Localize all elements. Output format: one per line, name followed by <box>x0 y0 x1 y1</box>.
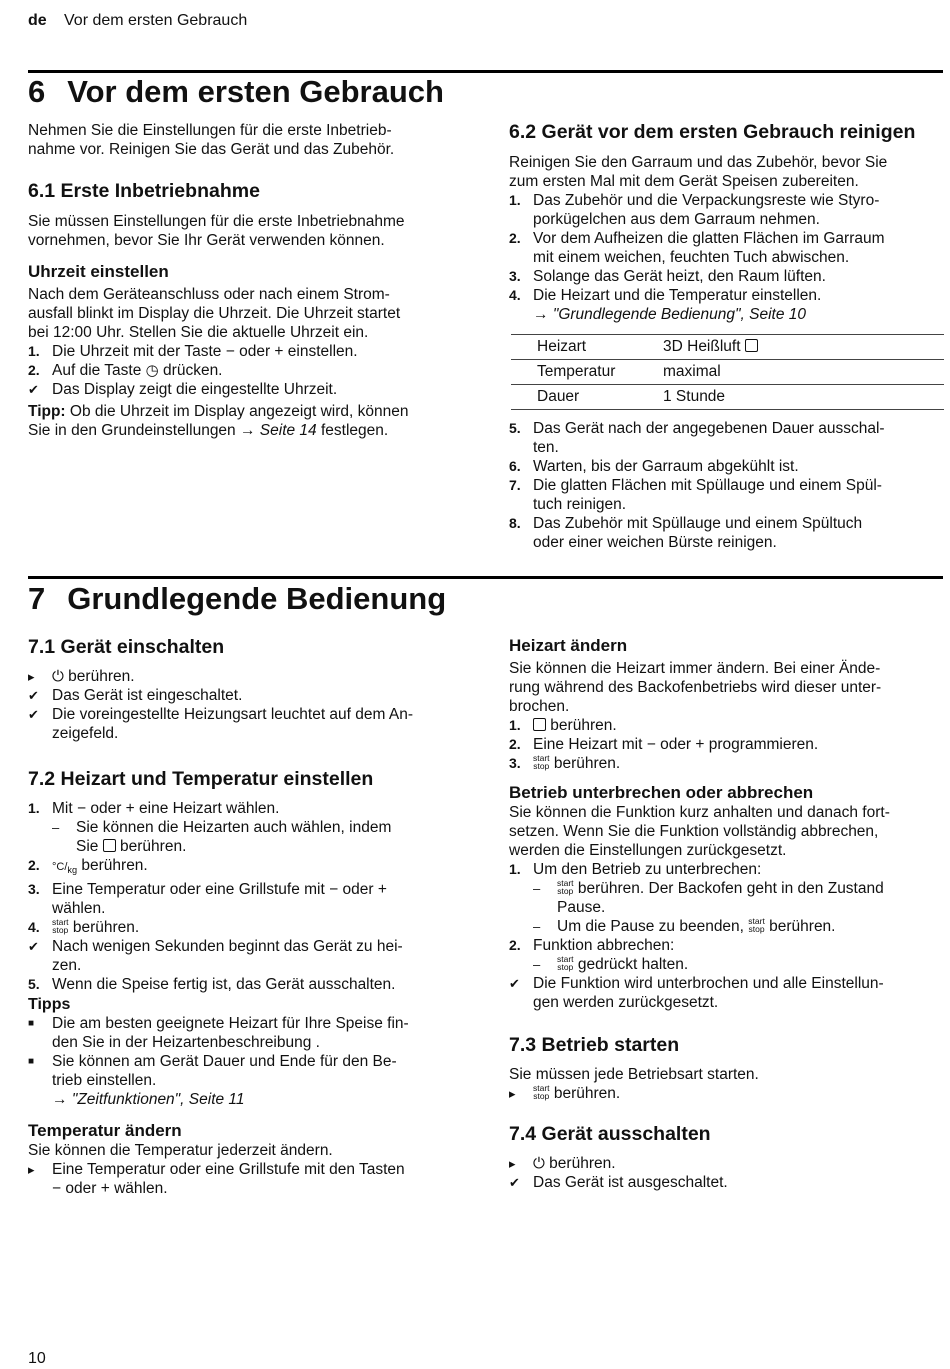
check-icon: ✔ <box>28 939 39 955</box>
step-number: 2. <box>28 362 40 378</box>
intro-line: Nehmen Sie die Einstellungen für die erste Inbetrieb- <box>28 122 392 139</box>
text-line: Reinigen Sie den Garraum und das Zubehör, bevor Sie <box>509 154 888 171</box>
triangle-icon: ▸ <box>28 669 35 684</box>
start-stop-icon: start stop <box>557 953 574 972</box>
table-cell: Temperatur <box>511 360 637 385</box>
clock-text <box>28 285 463 440</box>
step-number: 6. <box>509 458 521 474</box>
tip-label: Tipp: <box>28 403 66 420</box>
bullet-icon: ■ <box>28 1018 35 1030</box>
table-cell: Heizart <box>511 335 637 360</box>
table-cell: 3D Heißluft <box>637 335 944 360</box>
text-line: vornehmen, bevor Sie Ihr Gerät verwenden können. <box>28 232 385 249</box>
tip-item: ■ Die am besten geeignete Heizart für Ihre Speise fin- den Sie in der Heizartenbeschreibung . <box>28 1015 409 1052</box>
step-number: 2. <box>509 736 521 752</box>
step <box>509 476 944 514</box>
step: 1. Mit − oder + eine Heizart wählen. <box>28 800 280 817</box>
cross-reference-link[interactable]: "Zeitfunktionen", Seite 11 <box>71 1091 245 1109</box>
step: 1. Um den Betrieb zu unterbrechen: <box>509 861 762 878</box>
step: 3. Eine Temperatur oder eine Grillstufe mit − oder + wählen. <box>28 881 387 918</box>
result: ✔ Nach wenigen Sekunden beginnt das Gerät zu hei- zen. <box>28 938 403 975</box>
chapter-6-heading <box>28 74 444 110</box>
text-line: Nach dem Geräteanschluss oder nach einem Strom- <box>28 286 390 303</box>
chapter-number: 7 <box>28 581 46 616</box>
step-number: 7. <box>509 477 521 493</box>
page-reference-link[interactable]: Seite 14 <box>259 422 317 439</box>
minus-key-icon: − <box>52 1180 62 1198</box>
sub-step: – Um die Pause zu beenden, start stop berühren. <box>509 917 944 936</box>
section-6-2-title: 6.2 Gerät vor dem ersten Gebrauch reinigen <box>509 121 916 143</box>
cross-reference <box>509 305 944 324</box>
section-7-1-body <box>28 667 463 743</box>
section-6-2-body <box>509 153 944 552</box>
check-icon: ✔ <box>509 1175 520 1190</box>
action: ▸ start stop berühren. <box>509 1082 621 1102</box>
chapter-7-heading <box>28 581 446 617</box>
plus-key-icon: + <box>695 736 705 753</box>
minus-key-icon: − <box>646 736 656 753</box>
step-text: Solange das Gerät heizt, den Raum lüften. <box>533 268 826 285</box>
text-line: setzen. Wenn Sie die Funktion vollständig abbrechen, <box>509 823 879 840</box>
step: 2. Eine Heizart mit − oder + programmieren. <box>509 736 819 753</box>
plus-key-icon: + <box>274 343 284 360</box>
step-text: Das Zubehör und die Verpackungsreste wie Styro- <box>533 192 880 209</box>
chapter-title: Grundlegende Bedienung <box>67 581 447 616</box>
result-text: Das Display zeigt die eingestellte Uhrzeit. <box>52 381 338 398</box>
dash-icon: – <box>533 919 541 934</box>
tips-heading: Tipps <box>28 996 71 1014</box>
text-line: bei 12:00 Uhr. Stellen Sie die aktuelle Uhrzeit ein. <box>28 324 369 341</box>
step-text: Auf die Taste <box>52 362 146 379</box>
step: 5. Wenn die Speise fertig ist, das Gerät ausschalten. <box>28 976 396 994</box>
step: 4. start stop berühren. <box>28 917 140 937</box>
temperature-change-heading: Temperatur ändern <box>28 1121 182 1141</box>
section-7-1-title: 7.1 Gerät einschalten <box>28 636 225 658</box>
step-number: 3. <box>509 755 521 771</box>
dash-icon: – <box>533 881 541 896</box>
step <box>509 267 944 286</box>
settings-table <box>511 334 944 410</box>
step-number: 8. <box>509 515 521 531</box>
step-number: 2. <box>28 857 40 873</box>
step-text: porkügelchen aus dem Garraum nehmen. <box>533 211 820 228</box>
table-row <box>511 360 944 385</box>
temperature-weight-icon: $^\circ C/_{kg}$ <box>52 861 78 876</box>
result: ✔ Das Gerät ist ausgeschaltet. <box>509 1174 728 1191</box>
step <box>28 361 463 380</box>
intro-line: nahme vor. Reinigen Sie das Gerät und das Zubehör. <box>28 141 395 158</box>
heating-mode-icon <box>103 839 116 852</box>
text-line: ausfall blinkt im Display die Uhrzeit. Die Uhrzeit startet <box>28 305 401 322</box>
power-icon: ⏻ <box>533 1155 545 1172</box>
heating-mode-change-heading: Heizart ändern <box>509 636 628 655</box>
text-line: rung während des Backofenbetriebs wird dieser unter- <box>509 679 882 696</box>
action: ▸ ⏻ berühren. <box>509 1155 616 1172</box>
arrow-icon: → <box>533 306 549 323</box>
action <box>28 667 463 686</box>
text-line: werden die Einstellungen zurückgesetzt. <box>509 842 787 859</box>
check-icon: ✔ <box>509 976 520 991</box>
dash-icon: – <box>533 957 541 972</box>
result: ✔ Die Funktion wird unterbrochen und alle Einstellun- gen werden zurückgesetzt. <box>509 975 884 1011</box>
sub-step: – start stop gedrückt halten. <box>509 955 944 974</box>
table-cell: maximal <box>637 360 944 385</box>
result-text: zeigefeld. <box>52 725 119 742</box>
step-text: tuch reinigen. <box>533 496 627 513</box>
section-6-1-text <box>28 212 463 250</box>
step-number: 1. <box>509 192 521 208</box>
table-cell: 1 Stunde <box>637 385 944 410</box>
step <box>509 514 944 552</box>
table-row <box>511 385 944 410</box>
minus-key-icon: − <box>225 343 235 360</box>
sub-step: – Sie können die Heizarten auch wählen, indem Sie berühren. <box>28 818 463 856</box>
section-7-2-body <box>28 799 463 1198</box>
step-number: 4. <box>509 287 521 303</box>
step-text: einstellen. <box>283 343 358 360</box>
heating-mode-change-body <box>509 659 944 1192</box>
minus-key-icon: − <box>76 800 87 817</box>
step <box>509 419 944 457</box>
tip-text: festlegen. <box>316 422 389 439</box>
step-number: 3. <box>28 881 40 898</box>
start-stop-icon: start stop <box>533 752 550 771</box>
start-stop-icon: start stop <box>557 877 574 896</box>
step-text: drücken. <box>158 362 223 379</box>
minus-key-icon: − <box>329 881 339 899</box>
heating-mode-icon <box>533 718 546 731</box>
page-number: 10 <box>28 1350 46 1367</box>
step-number: 1. <box>509 861 521 877</box>
step: 1. berühren. <box>509 717 617 734</box>
start-stop-icon: start stop <box>52 917 69 936</box>
table-row <box>511 335 944 360</box>
check-icon: ✔ <box>28 707 39 722</box>
tip <box>28 402 463 440</box>
result <box>28 705 463 743</box>
step-text: Das Gerät nach der angegebenen Dauer ausschal- <box>533 420 885 437</box>
step-text: Die Uhrzeit mit der Taste <box>52 343 226 360</box>
step-number: 1. <box>28 800 40 816</box>
result-text: Die voreingestellte Heizungsart leuchtet auf dem An- <box>52 706 414 723</box>
text-line: Sie müssen jede Betriebsart starten. <box>509 1066 759 1083</box>
tip-text: Sie in den Grundeinstellungen <box>28 422 240 439</box>
section-7-4-title: 7.4 Gerät ausschalten <box>509 1123 711 1145</box>
step <box>509 191 944 229</box>
text-line: Sie können die Funktion kurz anhalten und danach fort- <box>509 804 890 821</box>
step <box>28 342 463 361</box>
hot-air-icon <box>745 339 758 352</box>
tip-text: Ob die Uhrzeit im Display angezeigt wird, können <box>65 403 409 420</box>
tip-item: ■ Sie können am Gerät Dauer und Ende für den Be- trieb einstellen. → "Zeitfunktionen", Seite 11 <box>28 1053 397 1109</box>
triangle-icon: ▸ <box>509 1156 516 1171</box>
clock-icon: ◷ <box>145 362 159 379</box>
step-number: 1. <box>509 717 521 733</box>
result <box>28 380 463 399</box>
triangle-icon: ▸ <box>509 1086 516 1101</box>
check-icon: ✔ <box>28 382 39 397</box>
start-stop-icon: start stop <box>748 915 765 934</box>
pause-cancel-heading: Betrieb unterbrechen oder abbrechen <box>509 783 814 802</box>
plus-key-icon: + <box>125 800 135 817</box>
step: 2. Funktion abbrechen: <box>509 937 675 954</box>
arrow-icon: → <box>52 1091 68 1109</box>
check-icon: ✔ <box>28 688 39 703</box>
step-number: 5. <box>28 976 40 993</box>
section-7-3-title: 7.3 Betrieb starten <box>509 1034 680 1056</box>
step-number: 3. <box>509 268 521 284</box>
section-6-1-title: 6.1 Erste Inbetriebnahme <box>28 180 260 202</box>
step-text: oder <box>234 343 275 360</box>
chapter-number: 6 <box>28 74 46 109</box>
result <box>28 686 463 705</box>
triangle-icon: ▸ <box>28 1162 35 1178</box>
arrow-icon: → <box>239 422 256 439</box>
step: 3. start stop berühren. <box>509 752 621 772</box>
start-stop-icon: start stop <box>533 1082 550 1101</box>
step <box>509 286 944 305</box>
chapter-rule <box>28 70 943 73</box>
step-text: Die Heizart und die Temperatur einstellen. <box>533 287 822 304</box>
text-line: brochen. <box>509 698 570 715</box>
result-text: Das Gerät ist eingeschaltet. <box>52 687 243 704</box>
cross-reference-link[interactable]: "Grundlegende Bedienung", Seite 10 <box>552 306 806 323</box>
text-line: Sie können die Heizart immer ändern. Bei einer Ände- <box>509 660 881 677</box>
text-line: zum ersten Mal mit dem Gerät Speisen zubereiten. <box>509 173 859 190</box>
power-icon: ⏻ <box>52 668 64 685</box>
step-number: 4. <box>28 919 40 936</box>
plus-key-icon: + <box>100 1180 110 1198</box>
step-text: ten. <box>533 439 559 456</box>
text-line: Sie müssen Einstellungen für die erste Inbetriebnahme <box>28 213 405 230</box>
action: ▸ Eine Temperatur oder eine Grillstufe mit den Tasten − oder + wählen. <box>28 1161 405 1198</box>
step-number: 5. <box>509 420 521 436</box>
step-text: Warten, bis der Garraum abgekühlt ist. <box>533 458 799 475</box>
section-7-2-title: 7.2 Heizart und Temperatur einstellen <box>28 768 374 790</box>
step-text: mit einem weichen, feuchten Tuch abwischen. <box>533 249 850 266</box>
step-text: Vor dem Aufheizen die glatten Flächen im Garraum <box>533 230 885 247</box>
header-title: Vor dem ersten Gebrauch <box>64 12 248 29</box>
step-number: 2. <box>509 937 521 953</box>
step-number: 1. <box>28 343 40 359</box>
table-cell: Dauer <box>511 385 637 410</box>
sub-step: – start stop berühren. Der Backofen geht in den Zustand Pause. <box>509 879 944 917</box>
step-number: 2. <box>509 230 521 246</box>
step-text: Das Zubehör mit Spüllauge und einem Spültuch <box>533 515 863 532</box>
action-text: berühren. <box>63 668 135 685</box>
step-text: oder einer weichen Bürste reinigen. <box>533 534 777 551</box>
header-language: de <box>28 12 47 29</box>
step-text: Die glatten Flächen mit Spüllauge und einem Spül- <box>533 477 882 494</box>
step <box>509 229 944 267</box>
clock-heading: Uhrzeit einstellen <box>28 262 169 281</box>
bullet-icon: ■ <box>28 1056 35 1068</box>
ch6-left-column <box>28 121 463 159</box>
step <box>509 457 944 476</box>
plus-key-icon: + <box>377 881 387 899</box>
chapter-title: Vor dem ersten Gebrauch <box>67 74 444 109</box>
dash-icon: – <box>52 820 60 835</box>
chapter-rule <box>28 576 943 579</box>
text-line: Sie können die Temperatur jederzeit ändern. <box>28 1142 333 1160</box>
step: 2. $^\circ C/_{kg}$ berühren. <box>28 856 463 880</box>
